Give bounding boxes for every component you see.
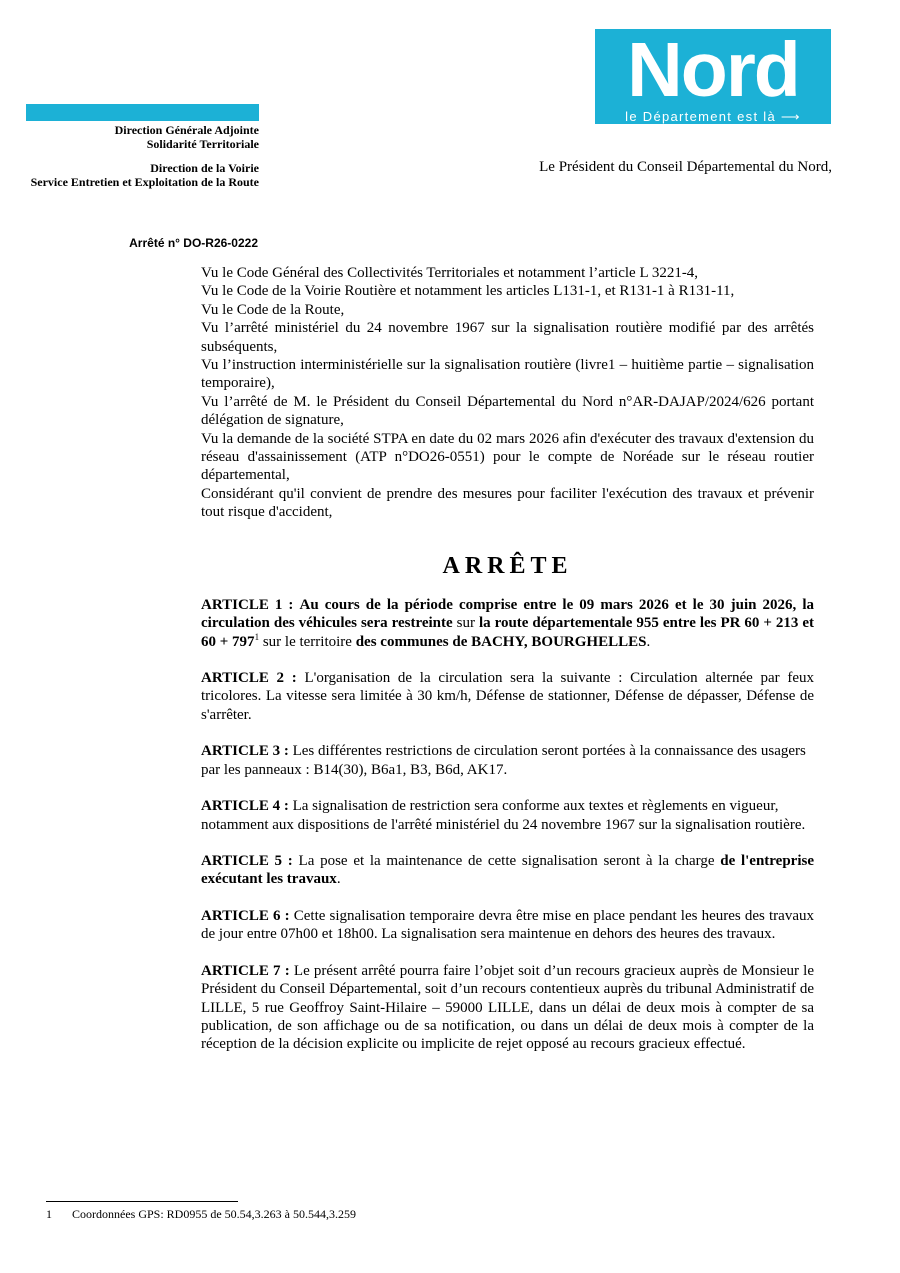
- article-7: [201, 962, 814, 1053]
- article-2-label: ARTICLE 2 :: [201, 670, 297, 687]
- article-6-label: ARTICLE 6 :: [201, 908, 290, 925]
- considerant: Considérant qu'il convient de prendre des mesures pour faciliter l'exécution des travaux et prévenir tout risque d'accident,: [201, 485, 814, 521]
- footnote-ref: 1: [254, 631, 260, 642]
- article-6-text: Cette signalisation temporaire devra être mise en place pendant les heures des travaux de jour entre 07h00 et 18h00. La signalisation sera maintenue en dehors des heures des travaux.: [201, 908, 814, 943]
- header-accent-bar: [26, 104, 259, 121]
- considerants-block: [201, 264, 814, 522]
- article-4: [201, 797, 814, 834]
- direction-voirie: [31, 161, 259, 189]
- president-heading: Le Président du Conseil Départemental du Nord,: [539, 159, 832, 175]
- dir1-line2: Solidarité Territoriale: [146, 137, 259, 151]
- article-5-text: La pose et la maintenance de cette signalisation seront à la charge: [298, 853, 715, 870]
- footnote: [46, 1207, 356, 1222]
- considerant: Vu l’instruction interministérielle sur la signalisation routière (livre1 – huitième partie – signalisation temporaire),: [201, 357, 814, 392]
- direction-generale: [115, 123, 259, 151]
- considerant: Vu le Code de la Voirie Routière et notamment les articles L131-1, et R131-1 à R131-11,: [201, 283, 735, 300]
- article-1-bold2: la route départementale 955 entre les PR 60 + 213 et 60 + 797: [201, 615, 815, 650]
- dir1-line1: Direction Générale Adjointe: [114, 123, 259, 137]
- article-3-label: ARTICLE 3 :: [201, 743, 289, 760]
- considerant: Vu la demande de la société STPA en date du 02 mars 2026 afin d'exécuter des travaux d'extension du réseau d'assainissement (ATP n°DO26-0551) pour le compte de Noréade sur le réseau routier départemental,: [201, 430, 814, 484]
- footnote-number: 1: [46, 1207, 52, 1221]
- article-4-label: ARTICLE 4 :: [201, 798, 289, 815]
- article-1-bold1: Au cours de la période comprise entre le 09 mars 2026 et le 30 juin 2026, la circulation des véhicules sera restreinte: [201, 597, 814, 632]
- article-6: [201, 907, 814, 944]
- arrete-number: Arrêté n° DO-R26-0222: [129, 236, 258, 250]
- article-2: [201, 669, 814, 724]
- article-1-text3: .: [646, 633, 651, 650]
- arrete-title: ARRÊTE: [442, 553, 573, 579]
- dir2-line1: Direction de la Voirie: [150, 161, 259, 175]
- article-1-text1: sur: [456, 615, 475, 632]
- logo-tagline: le Département est là ⟶: [625, 109, 801, 124]
- article-5-label: ARTICLE 5 :: [201, 853, 293, 870]
- footnote-text: Coordonnées GPS: RD0955 de 50.54,3.263 à 50.544,3.259: [72, 1207, 356, 1221]
- dir2-line2: Service Entretien et Exploitation de la Route: [30, 175, 259, 189]
- article-5: [201, 852, 814, 889]
- considerant: Vu le Code de la Route,: [201, 301, 345, 318]
- article-5-end: .: [336, 871, 341, 888]
- article-7-text: Le présent arrêté pourra faire l’objet soit d’un recours gracieux auprès de Monsieur le Président du Conseil Départemental, soit d’un recours contentieux auprès du tribunal Administratif de LILLE, 5 rue Geoffroy Saint-Hilaire – 59000 LILLE, dans un délai de deux mois à compter de sa publication, de son affichage ou de sa notification, ou dans un délai de deux mois à compter de la réception de la décision explicite ou implicite de rejet opposé au recours gracieux effectué.: [201, 962, 814, 1053]
- considerant: Vu le Code Général des Collectivités Territoriales et notamment l’article L 3221-4,: [201, 265, 699, 281]
- footnote-separator: [46, 1201, 238, 1202]
- considerant: Vu l’arrêté ministériel du 24 novembre 1967 sur la signalisation routière modifié par des arrêtés subséquents,: [201, 320, 814, 355]
- article-7-label: ARTICLE 7 :: [201, 962, 290, 979]
- article-5-bold: de l'entreprise exécutant les travaux: [201, 853, 815, 888]
- articles-block: [201, 596, 814, 1072]
- considerant: Vu l’arrêté de M. le Président du Conseil Départemental du Nord n°AR-DAJAP/2024/626 portant délégation de signature,: [201, 393, 814, 429]
- nord-logo: [595, 29, 831, 124]
- article-4-text: La signalisation de restriction sera conforme aux textes et règlements en vigueur, notamment aux dispositions de l'arrêté ministériel du 24 novembre 1967 sur la signalisation routière.: [201, 798, 806, 833]
- article-1-bold3: des communes de BACHY, BOURGHELLES: [355, 633, 647, 650]
- article-3: [201, 742, 814, 779]
- article-1: [201, 596, 814, 651]
- logo-wordmark: Nord: [627, 27, 799, 113]
- article-2-text: L'organisation de la circulation sera la suivante : Circulation alternée par feux tricolores. La vitesse sera limitée à 30 km/h, Défense de stationner, Défense de dépasser, Défense de s'arrêter.: [201, 670, 815, 723]
- article-1-label: ARTICLE 1 :: [201, 597, 294, 613]
- article-3-text: Les différentes restrictions de circulation seront portées à la connaissance des usagers par les panneaux : B14(30), B6a1, B3, B6d, AK17.: [201, 743, 806, 778]
- article-1-text2: sur le territoire: [262, 633, 352, 650]
